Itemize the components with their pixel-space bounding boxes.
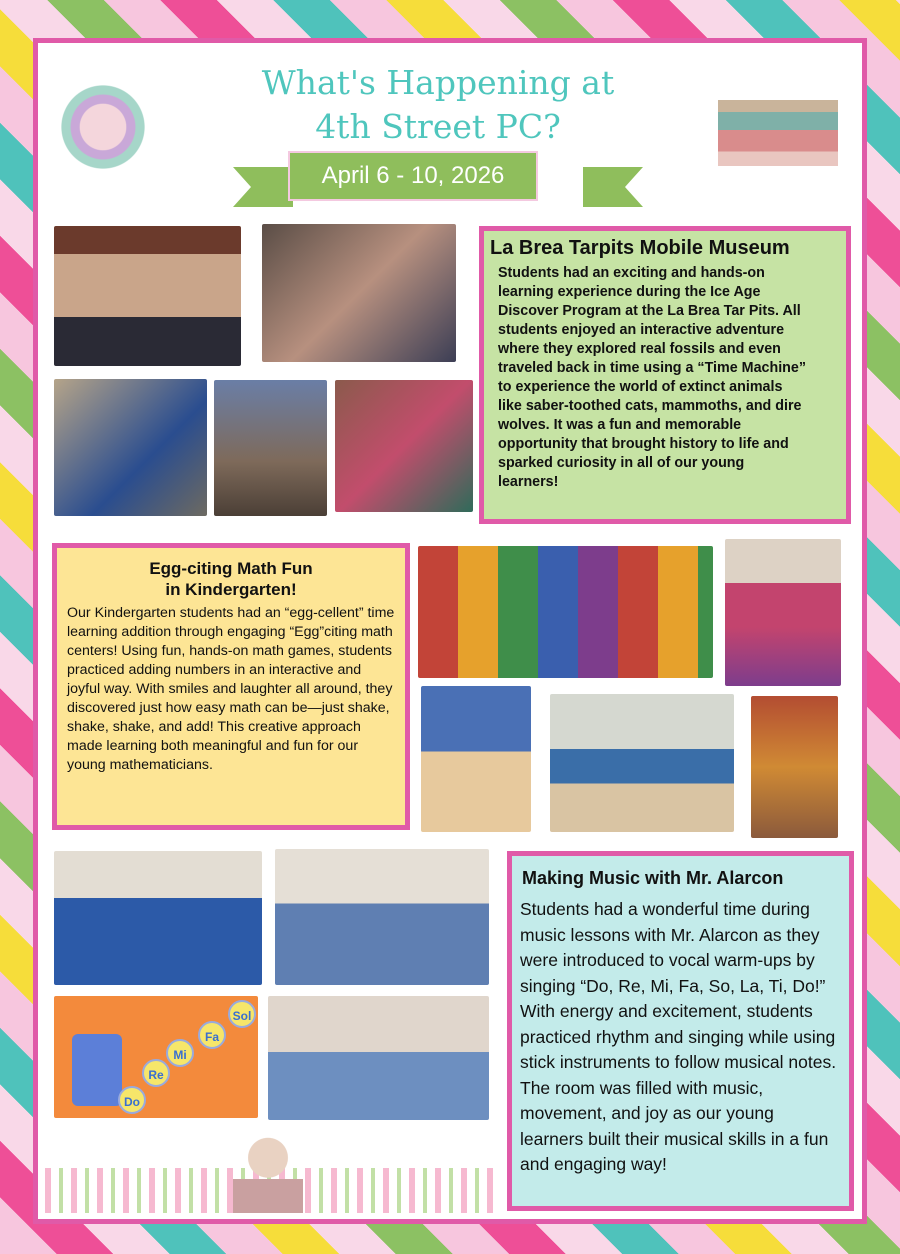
math-body: Our Kindergarten students had an “egg-cellent” time learning addition through engaging “Egg”citing math centers! Using fun, hands-on math games, students practiced adding numbers in an interactive and joyful way. With smiles and laughter all around, they discovered just how easy math can be—just shake, shake, shake, and add! This creative approach made learning both meaningful and fun for our young mathematicians. bbox=[67, 605, 395, 773]
photo-students-fossils bbox=[262, 224, 456, 362]
math-section bbox=[52, 543, 410, 830]
photo-music-class-3 bbox=[268, 996, 489, 1120]
photo-dig-pit bbox=[214, 380, 327, 516]
photo-boy-carton bbox=[751, 696, 838, 838]
newsletter-page bbox=[33, 38, 867, 1224]
math-heading-line-2: in Kindergarten! bbox=[165, 580, 297, 599]
ribbon-tail-left bbox=[233, 167, 293, 207]
bunny-books-illustration bbox=[718, 58, 838, 178]
title-line-1: What's Happening at bbox=[261, 63, 615, 102]
photo-museum-stage bbox=[54, 226, 241, 366]
note-mi: Mi bbox=[166, 1039, 194, 1067]
photo-classroom-egg bbox=[550, 694, 734, 832]
photo-music-class-1 bbox=[54, 851, 262, 985]
date-banner: April 6 - 10, 2026 bbox=[288, 151, 538, 201]
math-heading-line-1: Egg-citing Math Fun bbox=[149, 559, 313, 578]
music-heading: Making Music with Mr. Alarcon bbox=[522, 868, 784, 888]
photo-museum-exhibit bbox=[335, 380, 473, 512]
photo-music-class-2 bbox=[275, 849, 489, 985]
bunny-decoration bbox=[233, 1128, 303, 1213]
photo-egg-carton bbox=[421, 686, 531, 832]
math-heading bbox=[67, 558, 395, 600]
photo-girl-eggs bbox=[725, 539, 841, 686]
note-do: Do bbox=[118, 1086, 146, 1114]
la-brea-section bbox=[479, 226, 851, 524]
music-section bbox=[507, 851, 854, 1211]
easter-drink-illustration bbox=[43, 58, 163, 173]
la-brea-heading: La Brea Tarpits Mobile Museum bbox=[490, 237, 790, 259]
note-re: Re bbox=[142, 1059, 170, 1087]
note-fa: Fa bbox=[198, 1021, 226, 1049]
la-brea-body: Students had an exciting and hands-on learning experience during the Ice Age Discover Program at the La Brea Tar Pits. All students enjoyed an interactive adventure where they explored real fossils and even traveled back in time using a “Time Machine” to experience the world of extinct animals like saber-toothed cats, mammoths, and dire wolves. It was a fun and memorable opportunity that brought history to life and sparked curiosity in all of our young learners! bbox=[498, 265, 807, 490]
music-body: Students had a wonderful time during music lessons with Mr. Alarcon as they were introduced to vocal warm-ups by singing “Do, Re, Mi, Fa, So, La, Ti, Do!” With energy and excitement, students practiced rhythm and singing while using stick instruments to follow musical notes. The room was filled with music, movement, and joy as our young learners built their musical skills in a fun and engaging way! bbox=[520, 899, 837, 1174]
robot-figure bbox=[72, 1034, 122, 1106]
ribbon-tail-right bbox=[583, 167, 643, 207]
page-title bbox=[238, 61, 638, 149]
photo-rug-math bbox=[418, 546, 713, 678]
photo-student-wall bbox=[54, 379, 207, 516]
title-line-2: 4th Street PC? bbox=[315, 107, 561, 146]
photo-solfege-slide bbox=[54, 996, 258, 1118]
note-sol: Sol bbox=[228, 1000, 256, 1028]
